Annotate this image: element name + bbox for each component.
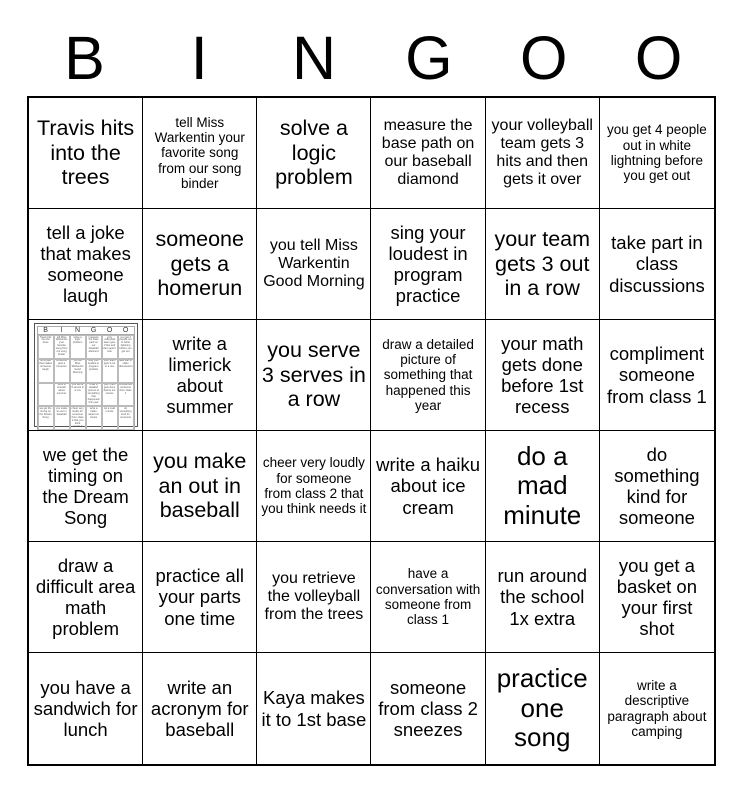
bingo-cell[interactable]: do something kind for someone (600, 431, 714, 542)
mini-bingo-cell: you tell Miss Warkentin Good Morning (70, 359, 86, 383)
bingo-cell[interactable]: someone gets a homerun (143, 209, 257, 320)
mini-bingo-grid (37, 334, 135, 431)
bingo-cell[interactable]: your team gets 3 out in a row (486, 209, 600, 320)
mini-bingo-cell: you make an out in baseball (54, 406, 70, 430)
mini-bingo-cell: someone gets a homerun (54, 359, 70, 383)
mini-bingo-title: B I N G O O (37, 326, 135, 334)
bingo-cell[interactable]: compliment someone from class 1 (600, 320, 714, 431)
bingo-cell[interactable]: cheer very loudly for someone from class 2 that you think needs it (257, 431, 371, 542)
bingo-cell[interactable]: sing your loudest in program practice (371, 209, 485, 320)
bingo-cell[interactable]: do a mad minute (486, 431, 600, 542)
title-letter-b: B (64, 24, 105, 92)
bingo-cell[interactable]: your math gets done before 1st recess (486, 320, 600, 431)
mini-bingo-cell: draw a detailed picture of something that happened this year (86, 383, 102, 407)
mini-bingo-cell: cheer very loudly for someone from class 2 that you think needs it (70, 406, 86, 430)
bingo-cell[interactable]: write a limerick about summer (143, 320, 257, 431)
bingo-cell[interactable]: write an acronym for baseball (143, 653, 257, 764)
mini-bingo-cell: Travis hits into the trees (38, 335, 54, 359)
mini-bingo-card-image (34, 323, 138, 427)
bingo-cell[interactable]: someone from class 2 sneezes (371, 653, 485, 764)
bingo-cell[interactable]: you get a basket on your first shot (600, 542, 714, 653)
mini-bingo-cell: compliment someone from class 1 (118, 383, 134, 407)
mini-bingo-cell: take part in class discussions (118, 359, 134, 383)
bingo-cell[interactable]: Kaya makes it to 1st base (257, 653, 371, 764)
mini-bingo-cell: we get the timing on the Dream Song (38, 406, 54, 430)
title-letter-i: I (190, 24, 208, 92)
bingo-cell[interactable]: tell Miss Warkentin your favorite song from our song binder (143, 98, 257, 209)
mini-bingo-cell: your math gets done before 1st recess (102, 383, 118, 407)
bingo-cell[interactable]: you have a sandwich for lunch (29, 653, 143, 764)
bingo-cell[interactable]: practice all your parts one time (143, 542, 257, 653)
bingo-cell[interactable]: measure the base path on our baseball diamond (371, 98, 485, 209)
bingo-cell[interactable]: write a haiku about ice cream (371, 431, 485, 542)
bingo-card (27, 0, 716, 766)
mini-bingo-cell: tell a joke that makes someone laugh (38, 359, 54, 383)
bingo-cell[interactable]: have a conversation with someone from class 1 (371, 542, 485, 653)
title-letter-o1: O (520, 24, 568, 92)
mini-bingo-cell: write a limerick about summer (54, 383, 70, 407)
mini-bingo-cell: do a mad minute (102, 406, 118, 430)
mini-bingo-cell: tell Miss Warkentin your favorite song from our song binder (54, 335, 70, 359)
bingo-cell[interactable]: we get the timing on the Dream Song (29, 431, 143, 542)
mini-bingo-cell: you serve 3 serves in a row (70, 383, 86, 407)
title-letter-g: G (405, 24, 453, 92)
bingo-cell[interactable]: you retrieve the volleyball from the trees (257, 542, 371, 653)
bingo-cell[interactable]: practice one song (486, 653, 600, 764)
mini-bingo-cell: you get 4 people out in white lightning before you get out (118, 335, 134, 359)
bingo-cell[interactable]: run around the school 1x extra (486, 542, 600, 653)
bingo-grid (27, 96, 716, 766)
title-letter-n: N (292, 24, 337, 92)
bingo-cell[interactable]: your volleyball team gets 3 hits and then gets it over (486, 98, 600, 209)
bingo-cell[interactable]: draw a detailed picture of something that happened this year (371, 320, 485, 431)
mini-bingo-cell: solve a logic problem (70, 335, 86, 359)
bingo-cell[interactable]: tell a joke that makes someone laugh (29, 209, 143, 320)
mini-bingo-cell (38, 383, 54, 407)
bingo-cell[interactable]: you tell Miss Warkentin Good Morning (257, 209, 371, 320)
bingo-cell[interactable]: you make an out in baseball (143, 431, 257, 542)
mini-bingo-cell: your volleyball team gets 3 hits and then gets it over (102, 335, 118, 359)
bingo-cell[interactable]: take part in class discussions (600, 209, 714, 320)
mini-bingo-cell: sing your loudest in program practice (86, 359, 102, 383)
mini-bingo-cell: your team gets 3 out in a row (102, 359, 118, 383)
bingo-cell[interactable]: solve a logic problem (257, 98, 371, 209)
bingo-cell[interactable]: Travis hits into the trees (29, 98, 143, 209)
bingo-cell[interactable]: you get 4 people out in white lightning before you get out (600, 98, 714, 209)
mini-bingo-cell: do something kind for someone (118, 406, 134, 430)
mini-bingo-cell: write a haiku about ice cream (86, 406, 102, 430)
bingo-cell[interactable]: write a descriptive paragraph about camping (607, 677, 707, 739)
bingo-cell[interactable]: draw a difficult area math problem (29, 542, 143, 653)
bingo-cell-free-space[interactable] (29, 320, 143, 431)
bingo-title (27, 24, 716, 92)
title-letter-o2: O (634, 24, 683, 92)
bingo-cell[interactable]: you serve 3 serves in a row (257, 320, 371, 431)
mini-bingo-cell: measure the base path on our baseball diamond (86, 335, 102, 359)
